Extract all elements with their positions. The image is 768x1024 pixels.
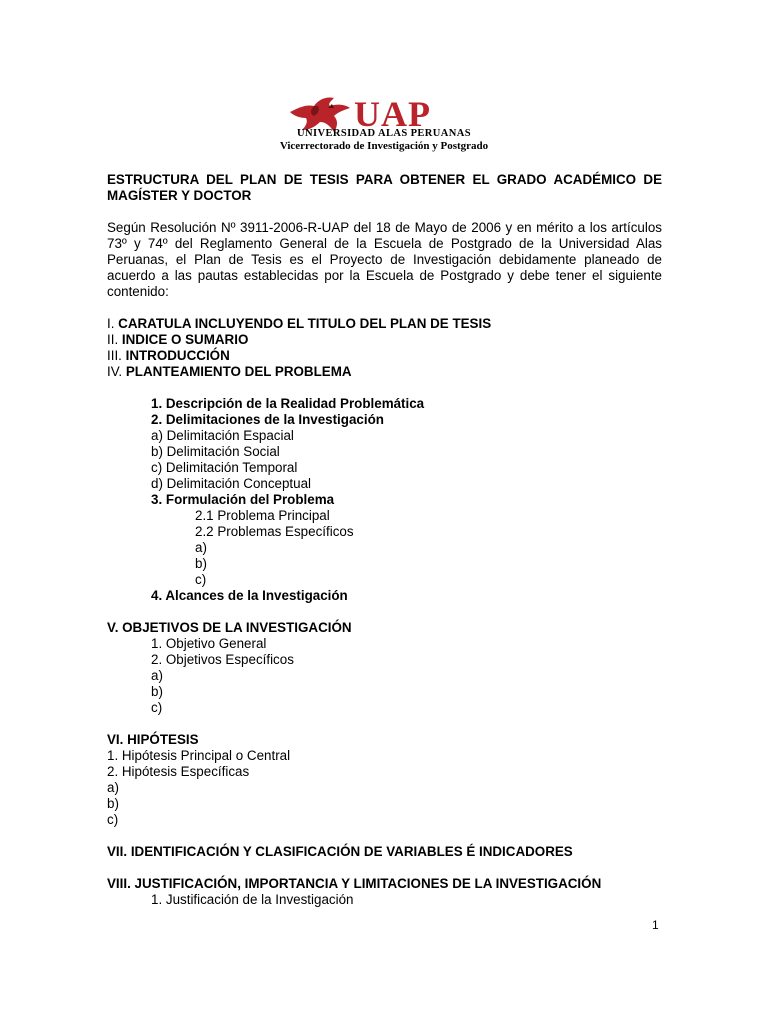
section-v: V. OBJETIVOS DE LA INVESTIGACIÓN [107, 620, 352, 635]
list-item: b) [151, 684, 163, 699]
list-item: 1. Descripción de la Realidad Problemática [151, 396, 425, 411]
list-item: b) Delimitación Social [151, 444, 280, 459]
list-item: a) [151, 668, 163, 683]
section-i [107, 316, 662, 332]
list-item: c) [107, 812, 119, 827]
logo-text: UAP [354, 94, 431, 134]
section-iii [107, 348, 662, 364]
list-item: a) [195, 540, 207, 555]
list-item: b) [107, 796, 119, 811]
letterhead [258, 88, 510, 156]
section-title: INDICE O SUMARIO [121, 332, 249, 347]
section-vii: VII. IDENTIFICACIÓN Y CLASIFICACIÓN DE VARIABLES É INDICADORES [107, 844, 573, 859]
section-number: I. [107, 316, 119, 331]
university-name: UNIVERSIDAD ALAS PERUANAS [297, 128, 471, 139]
document-body [107, 172, 662, 908]
page-number: 1 [652, 918, 659, 932]
section-title: INTRODUCCIÓN [125, 348, 230, 363]
list-item: 2. Objetivos Específicos [151, 652, 294, 667]
section-number: III. [107, 348, 126, 363]
list-item: a) [107, 780, 119, 795]
list-item: 2.1 Problema Principal [195, 508, 330, 523]
section-viii: VIII. JUSTIFICACIÓN, IMPORTANCIA Y LIMITACIONES DE LA INVESTIGACIÓN [107, 876, 602, 891]
list-item: 3. Formulación del Problema [151, 492, 335, 507]
section-title: PLANTEAMIENTO DEL PROBLEMA [125, 364, 352, 379]
section-number: IV. [107, 364, 126, 379]
list-item: 1. Justificación de la Investigación [151, 892, 354, 907]
section-title: CARATULA INCLUYENDO EL TITULO DEL PLAN DE TESIS [118, 316, 492, 331]
list-item: c) [195, 572, 207, 587]
list-item: 4. Alcances de la Investigación [151, 588, 348, 603]
list-item: b) [195, 556, 207, 571]
outline [107, 316, 662, 908]
section-ii [107, 332, 662, 348]
section-number: II. [107, 332, 122, 347]
list-item: 2. Delimitaciones de la Investigación [151, 412, 384, 427]
section-iv [107, 364, 662, 380]
list-item: d) Delimitación Conceptual [151, 476, 312, 491]
list-item: c) Delimitación Temporal [151, 460, 298, 475]
list-item: 2. Hipótesis Específicas [107, 764, 250, 779]
intro-paragraph: Según Resolución Nº 3911-2006-R-UAP del 18 de Mayo de 2006 y en mérito a los artículos 73º y 74º del Reglamento General de la Escuela de Postgrado de la Universidad Alas Peruanas, el Plan de Tesis es el Proyecto de Investigación debidamente planeado de acuerdo a las pautas establecidas por la Escuela de Postgrado y debe tener el siguiente contenido: [107, 220, 662, 299]
list-item: c) [151, 700, 163, 715]
document-title: ESTRUCTURA DEL PLAN DE TESIS PARA OBTENER EL GRADO ACADÉMICO DE MAGÍSTER Y DOCTOR [107, 172, 662, 203]
section-vi: VI. HIPÓTESIS [107, 732, 199, 747]
list-item: 1. Hipótesis Principal o Central [107, 748, 291, 763]
list-item: 1. Objetivo General [151, 636, 267, 651]
vice-rectorate-name: Vicerrectorado de Investigación y Postgrado [279, 140, 489, 152]
list-item: 2.2 Problemas Específicos [195, 524, 354, 539]
list-item: a) Delimitación Espacial [151, 428, 294, 443]
